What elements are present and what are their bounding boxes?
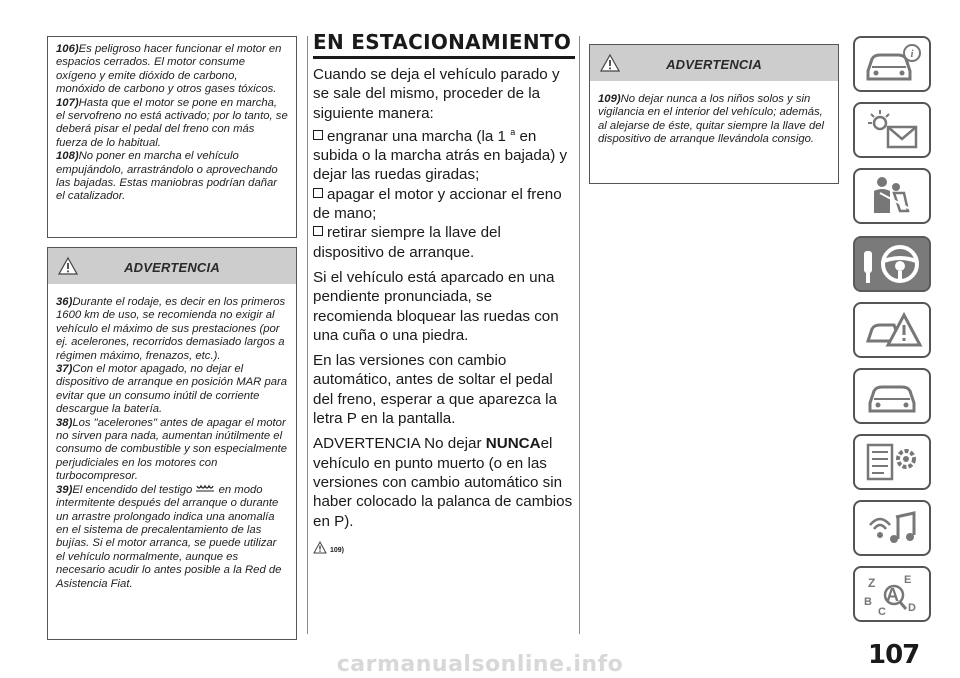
svg-text:E: E [904,574,912,586]
notes-box-top [47,36,297,238]
glow-plug-warning-icon [195,484,215,493]
tab-emergency[interactable] [853,302,931,358]
tab-starting-driving[interactable] [853,236,931,292]
checkbox-bullet-icon [313,130,323,140]
heading-rule [313,56,575,59]
bullet-gear: engranar una marcha (la 1 $^a$ en subida o la marcha atrás en bajada) y dejar las ruedas giradas; [313,126,568,184]
svg-text:Z: Z [868,576,876,590]
note-37: 37)Con el motor apagado, no dejar el dispositivo de arranque en posición MAR para evitar que un consumo inútil de corriente descargue la batería. [56,363,288,416]
watermark: carmanualsonline.info [336,652,624,677]
note-108: 108)No poner en marcha el vehículo empujándolo, arrastrándolo o aprovechando las bajadas. Estas maniobras podrían dañar el catalizador. [56,150,278,203]
warning-box-right [589,44,839,184]
tab-car-info[interactable] [853,36,931,92]
warning-triangle-icon [313,541,327,554]
bullet-key: retirar siempre la llave del dispositivo de arranque. [313,224,501,261]
tab-safety[interactable] [853,168,931,224]
note-109: 109)No dejar nunca a los niños solos y sin vigilancia en el interior del vehículo; además, al alejarse de éste, quitar siempre la llave del dispositivo de arranque llevándola consigo. [598,93,825,146]
car-info-icon [860,41,924,87]
intro-paragraph: Cuando se deja el vehículo parado y se sale del mismo, proceder de la siguiente manera: [313,66,560,122]
warning-lights-icon [860,107,924,153]
section-parking [313,30,575,554]
safety-seat-icon [860,173,924,219]
svg-text:A: A [886,585,899,605]
specs-gear-icon [860,439,924,485]
neutral-warning-paragraph: ADVERTENCIA No dejar NUNCAel vehículo en punto muerto (o en las versiones con cambio automático sin haber colocado la palanca de cambios en P). [313,435,573,530]
svg-text:B: B [864,596,872,608]
column-divider-1 [307,36,308,634]
index-abc-icon [860,571,924,617]
warning-reference: 109) [313,541,575,554]
car-maintenance-icon [860,373,924,419]
warning-title: ADVERTENCIA [666,57,762,72]
svg-text:i: i [910,48,914,60]
tab-technical-specs[interactable] [853,434,931,490]
tab-multimedia[interactable] [853,500,931,556]
page-number: 107 [868,640,920,670]
note-39: 39)El encendido del testigo en modo intermitente después del arranque o durante un arrastre prolongado indica una anomalía en el sistema de precalentamiento de las bujías. Si el motor arranca, se puede utilizar el vehículo normalmente, aunque es necesario acudir lo antes posible a la Red de Asistencia Fiat. [56,483,282,590]
automatic-paragraph: En las versiones con cambio automático, antes de soltar el pedal del freno, esperar a que aparezca la letra P en la pantalla. [313,352,558,428]
warning-title: ADVERTENCIA [124,260,220,275]
multimedia-icon [860,505,924,551]
warning-header [48,248,296,284]
checkbox-bullet-icon [313,226,323,236]
note-38: 38)Los "acelerones" antes de apagar el motor no sirven para nada, aumentan inútilmente el consumo de combustible y son especialmente perjudiciales en los motores con turbocompresor. [56,416,288,483]
note-36: 36)Durante el rodaje, es decir en los primeros 1600 km de uso, se recomienda no exigir al vehículo el máximo de sus prestaciones (por ej. acelerones, recorridos demasiado largos a régimen máximo, frenazos, etc.). [56,296,286,362]
emergency-icon [860,307,924,353]
steering-wheel-key-icon [860,241,924,287]
checkbox-bullet-icon [313,188,323,198]
tab-warning-lights[interactable] [853,102,931,158]
warning-header [590,45,838,81]
warning-box-left [47,247,297,640]
tab-maintenance[interactable] [853,368,931,424]
svg-text:D: D [908,602,916,614]
slope-paragraph: Si el vehículo está aparcado en una pendiente pronunciada, se recomienda bloquear las ruedas con una cuña o una piedra. [313,268,559,344]
section-heading: EN ESTACIONAMIENTO [313,30,572,54]
note-107: 107)Hasta que el motor se pone en marcha, el servofreno no está activado; por lo tanto, se deberá pisar el pedal del freno con más fuerza de lo habitual. [56,96,288,149]
note-106: 106)Es peligroso hacer funcionar el motor en espacios cerrados. El motor consume oxígeno y emite dióxido de carbono, monóxido de carbono y otros gases tóxicos. [56,43,282,96]
column-divider-2 [579,36,580,634]
bullet-engine-off: apagar el motor y accionar el freno de mano; [313,185,562,223]
tab-index[interactable] [853,566,931,622]
svg-text:C: C [878,606,886,617]
